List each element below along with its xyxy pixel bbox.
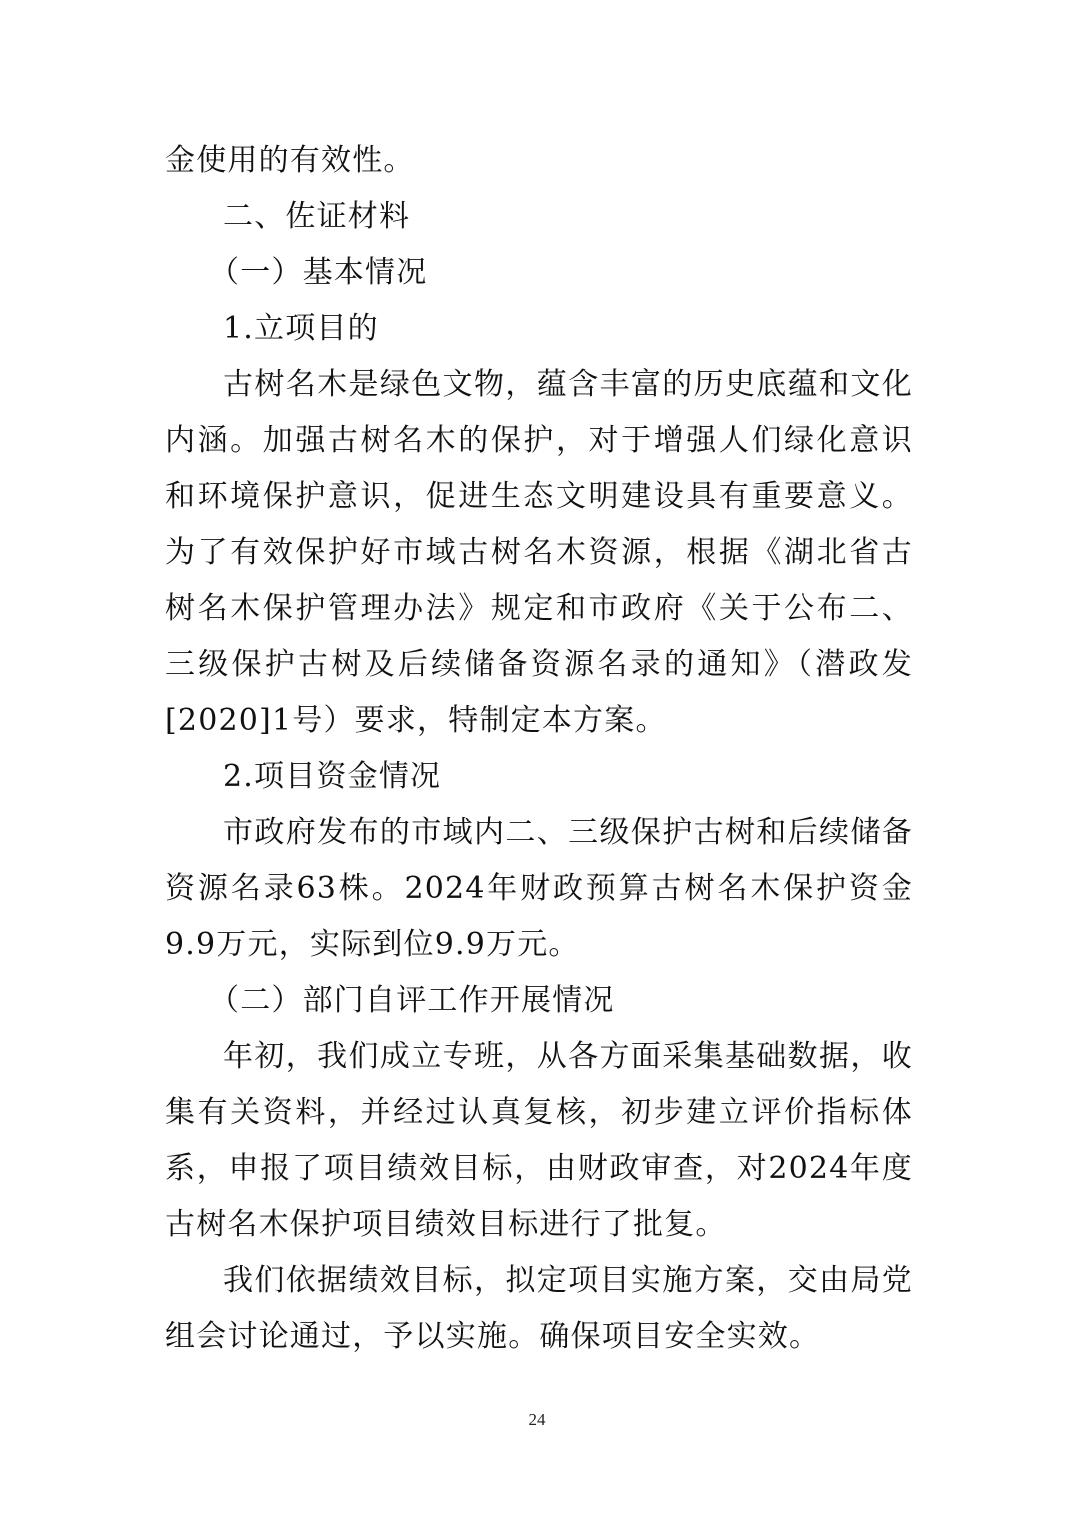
- paragraph-continuation: 金使用的有效性。: [165, 143, 415, 178]
- section-heading-evidence: 二、佐证材料: [223, 199, 411, 234]
- paragraph-project-funds: 市政府发布的市域内二、三级保护古树和后续储备资源名录63株。2024年财政预算古树名木保护资金9.9万元，实际到位9.9万元。: [165, 815, 913, 962]
- page-number: 24: [528, 1410, 546, 1429]
- paragraph-self-evaluation: 年初，我们成立专班，从各方面采集基础数据，收集有关资料，并经过认真复核，初步建立评价指标体系，申报了项目绩效目标，由财政审查，对2024年度古树名木保护项目绩效目标进行了批复。: [165, 1039, 913, 1242]
- paragraph-project-purpose: 古树名木是绿色文物，蕴含丰富的历史底蕴和文化内涵。加强古树名木的保护，对于增强人们绿化意识和环境保护意识，促进生态文明建设具有重要意义。为了有效保护好市域古树名木资源，根据《湖北省古树名木保护管理办法》规定和市政府《关于公布二、三级保护古树及后续储备资源名录的通知》（潜政发[2020]1号）要求，特制定本方案。: [165, 367, 913, 738]
- item-heading-project-purpose: 1.立项目的: [223, 311, 379, 346]
- subsection-heading-basic-info: （一）基本情况: [209, 255, 428, 290]
- item-heading-project-funds: 2.项目资金情况: [223, 759, 442, 794]
- document-body: [165, 133, 913, 1365]
- paragraph-implementation: 我们依据绩效目标，拟定项目实施方案，交由局党组会讨论通过，予以实施。确保项目安全实效。: [165, 1263, 913, 1354]
- subsection-heading-self-evaluation: （二）部门自评工作开展情况: [209, 983, 615, 1018]
